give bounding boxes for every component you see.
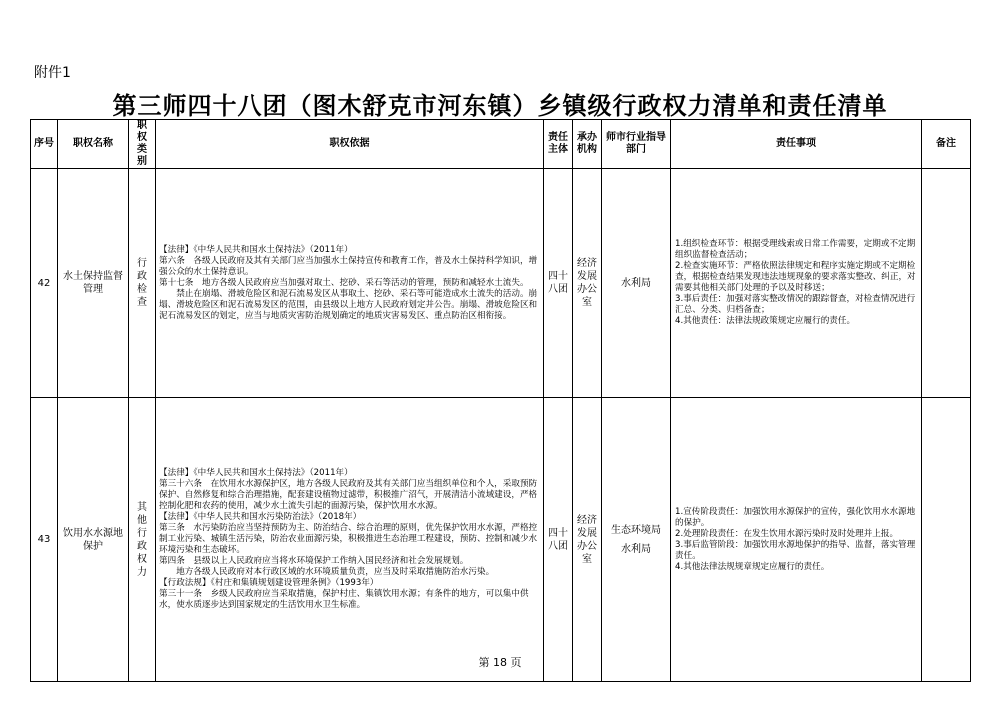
resp-line: 4.其他法律法规规章规定应履行的责任。 (675, 561, 830, 572)
dept-name: 水利局 (621, 277, 651, 289)
basis-line: 第三十一条 乡级人民政府应当采取措施，保护村庄、集镇饮用水源；有条件的地方，可以集中供水，使水质逐步达到国家规定的生活饮用水卫生标准。 (159, 589, 529, 610)
page-title: 第三师四十八团（图木舒克市河东镇）乡镇级行政权力清单和责任清单 (112, 91, 888, 120)
dept-name: 水利局 (621, 543, 651, 555)
resp-line: 3.事后责任：加强对落实整改情况的跟踪督查，对检查情况进行汇总、分类、归档备查； (675, 294, 916, 315)
row-responsibilities (671, 169, 922, 398)
page-number: 第 18 页 (478, 656, 522, 669)
header-note: 备注 (922, 120, 971, 169)
basis-line: 第四条 县级以上人民政府应当将水环境保护工作纳入国民经济和社会发展规划。 (159, 556, 469, 566)
row-note (922, 169, 971, 398)
table-header-row (31, 120, 971, 169)
table-row (31, 398, 971, 682)
header-name: 职权名称 (58, 120, 129, 169)
resp-line: 1.宣传阶段责任：加强饮用水源保护的宣传，强化饮用水水源地的保护。 (675, 506, 916, 528)
basis-line: 第三条 水污染防治应当坚持预防为主、防治结合、综合治理的原则，优先保护饮用水水源，严格控制工业污染、城镇生活污染，防治农业面源污染，积极推进生态治理工程建设，预防、控制和减少水环境污染和生态破坏。 (159, 523, 538, 555)
row-subject: 四十八团 (544, 398, 573, 682)
resp-line: 2.处理阶段责任：在发生饮用水源污染时及时处理并上报。 (675, 528, 899, 539)
attachment-label: 附件1 (34, 65, 71, 81)
basis-line: 【法律】《中华人民共和国水土保持法》（2011年） (159, 468, 353, 478)
row-org: 经济发展办公室 (573, 398, 602, 682)
header-subject: 责任主体 (544, 120, 573, 169)
dept-name: 生态环境局 (611, 524, 661, 536)
basis-line: 【法律】《中华人民共和国水污染防治法》（2018年） (159, 512, 362, 522)
basis-line: 地方各级人民政府对本行政区域的水环境质量负责，应当及时采取措施防治水污染。 (176, 567, 495, 577)
row-basis (156, 169, 544, 398)
row-category: 行政检查 (129, 169, 156, 398)
row-responsibilities (671, 398, 922, 682)
row-seq: 43 (31, 398, 58, 682)
basis-line: 【法律】《中华人民共和国水土保持法》（2011年） (159, 244, 353, 255)
basis-line: 禁止在崩塌、滑坡危险区和泥石流易发区从事取土、挖砂、采石等可能造成水土流失的活动。崩塌、滑坡危险区和泥石流易发区的范围，由县级以上地方人民政府划定并公告。崩塌、滑坡危险区和泥石流易发区的划定，应当与地质灾害防治规划确定的地质灾害易发区、重点防治区相衔接。 (159, 288, 538, 321)
header-basis: 职权依据 (156, 120, 544, 169)
header-seq: 序号 (31, 120, 58, 169)
header-org: 承办机构 (573, 120, 602, 169)
basis-line: 【行政法规】《村庄和集镇规划建设管理条例》（1993年） (159, 578, 379, 588)
row-note (922, 398, 971, 682)
power-list-table (30, 119, 971, 682)
basis-line: 第十七条 地方各级人民政府应当加强对取土、挖砂、采石等活动的管理，预防和减轻水土流失。 (159, 277, 529, 288)
row-basis (156, 398, 544, 682)
row-power-name: 饮用水水源地保护 (58, 398, 129, 682)
resp-line: 4.其他责任：法律法规政策规定应履行的责任。 (675, 316, 856, 326)
row-org: 经济发展办公室 (573, 169, 602, 398)
resp-line: 1.组织检查环节：根据受理线索或日常工作需要，定期或不定期组织监督检查活动； (675, 239, 916, 260)
resp-line: 3.事后监管阶段：加强饮用水源地保护的指导、监督，落实管理责任。 (675, 539, 916, 561)
row-subject: 四十八团 (544, 169, 573, 398)
row-seq: 42 (31, 169, 58, 398)
row-dept (602, 169, 671, 398)
row-power-name: 水土保持监督管理 (58, 169, 129, 398)
basis-line: 第六条 各级人民政府及其有关部门应当加强水土保持宣传和教育工作，普及水土保持科学知识，增强公众的水土保持意识。 (159, 255, 538, 277)
row-category: 其他行政权力 (129, 398, 156, 682)
resp-line: 2.检查实施环节：严格依照法律规定和程序实施定期或不定期检查，根据检查结果发现违法违规现象的要求落实整改、纠正，对需要其他相关部门处理的予以及时移送； (675, 261, 916, 293)
basis-line: 第三十六条 在饮用水水源保护区，地方各级人民政府及其有关部门应当组织单位和个人，采取预防保护、自然修复和综合治理措施，配套建设植物过滤带，积极推广沼气，开展清洁小流域建设，严格控制化肥和农药的使用，减少水土流失引起的面源污染，保护饮用水水源。 (159, 479, 538, 511)
row-dept (602, 398, 671, 682)
header-resp: 责任事项 (671, 120, 922, 169)
header-category: 职权类别 (129, 120, 156, 169)
table-row (31, 169, 971, 398)
header-dept: 师市行业指导部门 (602, 120, 671, 169)
